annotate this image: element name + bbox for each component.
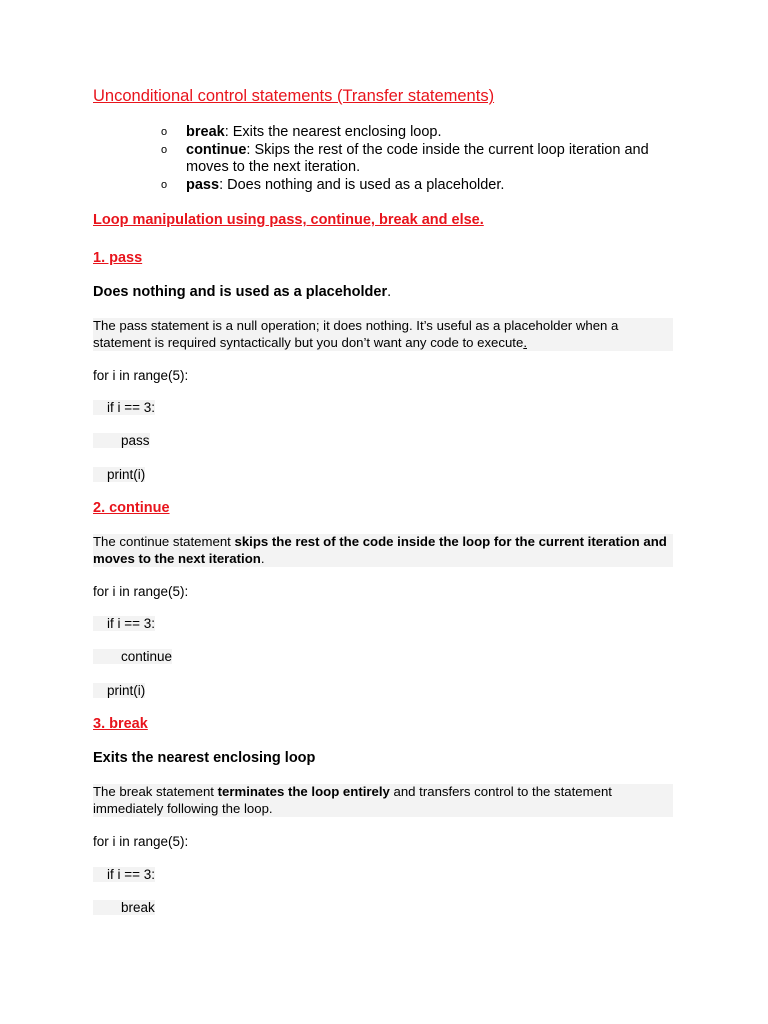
bullet-desc: : Does nothing and is used as a placeholder. [219, 176, 505, 193]
pass-paragraph-main: The pass statement is a null operation; it does nothing. It’s useful as a placeholder when a statement is required syntactically but you don’t want any code to execute [93, 318, 619, 350]
code-line: if i == 3: [93, 400, 155, 415]
code-line: continue [93, 649, 172, 664]
bullet-desc: : Exits the nearest enclosing loop. [224, 124, 442, 140]
continue-heading: 2. continue [93, 500, 170, 516]
bullet-term: pass [186, 176, 220, 193]
continue-paragraph [93, 534, 673, 567]
code-line: if i == 3: [93, 867, 155, 882]
break-paragraph-post: and transfers control to the statement immediately following the loop. [93, 784, 612, 816]
pass-summary-bold: Does nothing and is used as a placeholder [93, 284, 388, 300]
break-paragraph [93, 784, 673, 817]
pass-paragraph-tail: . [523, 334, 527, 350]
page-title: Unconditional control statements (Transfer statements) [93, 87, 495, 105]
code-line: print(i) [93, 683, 145, 698]
pass-heading: 1. pass [93, 250, 143, 266]
loop-manipulation-heading: Loop manipulation using pass, continue, break and else. [93, 212, 484, 228]
break-summary: Exits the nearest enclosing loop [93, 750, 316, 766]
bullet-term: continue [186, 141, 247, 158]
break-heading: 3. break [93, 716, 148, 732]
continue-paragraph-post: . [260, 550, 265, 566]
pass-summary [93, 284, 391, 300]
list-item [161, 142, 681, 177]
transfer-statements-list [161, 124, 681, 194]
continue-paragraph-pre: The continue statement [93, 534, 235, 549]
bullet-circle-icon: o [161, 143, 168, 156]
bullet-circle-icon: o [161, 126, 168, 138]
continue-paragraph-bold: skips the rest of the code inside the loop for the current iteration and moves to the next iteration [93, 534, 667, 566]
pass-summary-tail: . [387, 284, 392, 300]
break-paragraph-bold: terminates the loop entirely [217, 784, 390, 799]
bullet-circle-icon: o [161, 178, 168, 191]
code-line: for i in range(5): [93, 368, 189, 383]
code-line: print(i) [93, 467, 145, 482]
bullet-term: break [186, 124, 225, 140]
bullet-desc: : Skips the rest of the code inside the current loop iteration and moves to the next iteration. [186, 141, 649, 175]
code-line: for i in range(5): [93, 584, 189, 599]
list-item [161, 124, 681, 142]
code-line: pass [93, 433, 150, 448]
list-item [161, 177, 681, 195]
code-line: if i == 3: [93, 616, 155, 631]
pass-paragraph [93, 318, 673, 351]
break-paragraph-pre: The break statement [93, 784, 218, 799]
code-line: for i in range(5): [93, 834, 189, 849]
code-line: break [93, 900, 155, 915]
